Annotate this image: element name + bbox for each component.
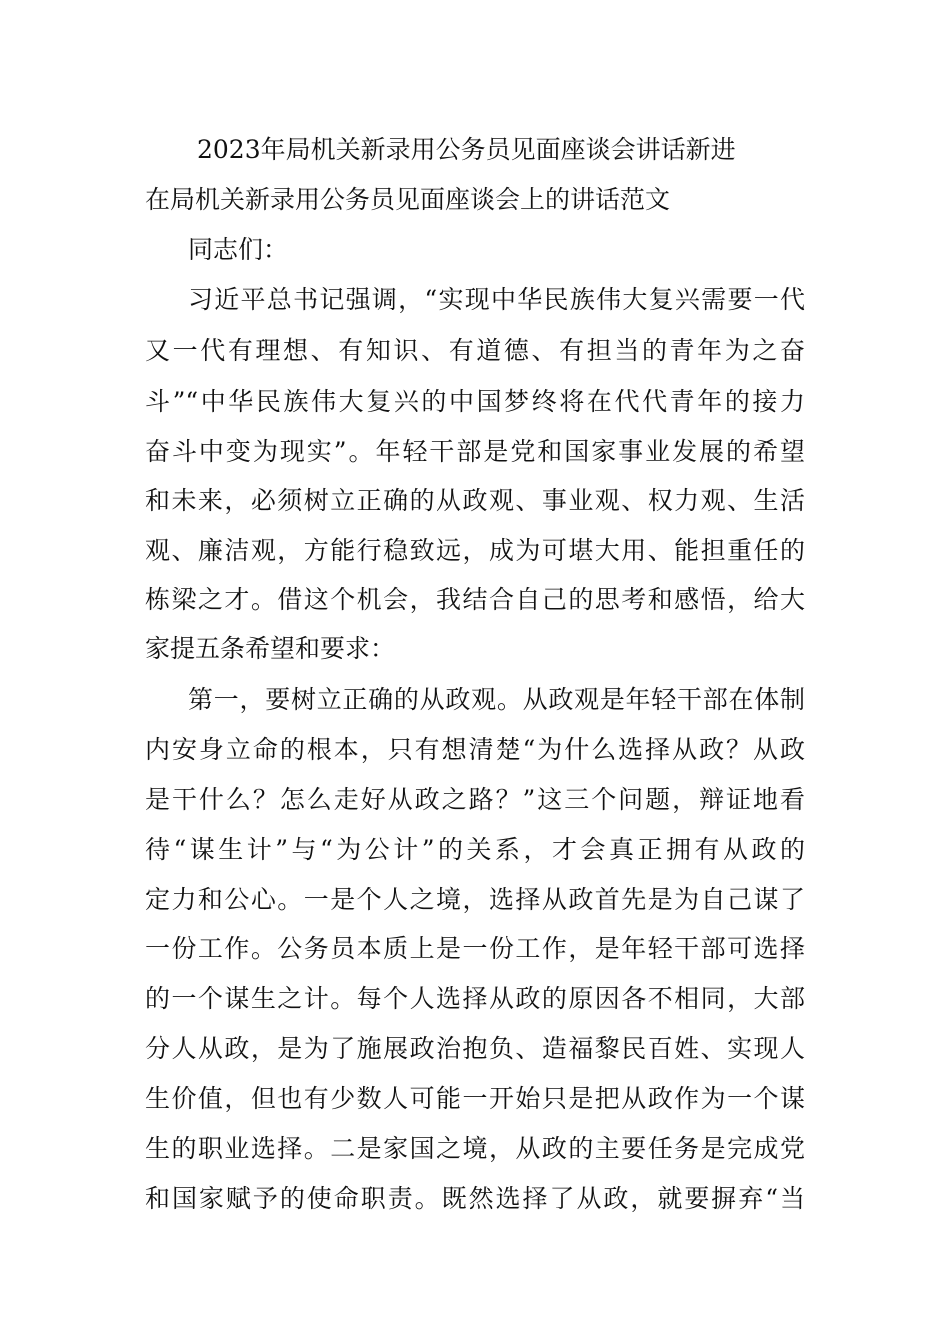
- document-subtitle: 在局机关新录用公务员见面座谈会上的讲话范文: [145, 185, 671, 214]
- paragraph-line: 习近平总书记强调，“实现中华民族伟大复兴需要一代: [188, 285, 805, 314]
- paragraph-line: 第一，要树立正确的从政观。从政观是年轻干部在体制: [188, 685, 805, 714]
- paragraph-line: 生价值，但也有少数人可能一开始只是把从政作为一个谋: [145, 1084, 805, 1113]
- paragraph-line: 又一代有理想、有知识、有道德、有担当的青年为之奋: [145, 336, 805, 365]
- paragraph-line: 斗”“中华民族伟大复兴的中国梦终将在代代青年的接力: [145, 387, 805, 416]
- paragraph-line: 和未来，必须树立正确的从政观、事业观、权力观、生活: [145, 486, 805, 515]
- paragraph-line: 内安身立命的根本，只有想清楚“为什么选择从政？从政: [145, 735, 805, 764]
- paragraph-line: 和国家赋予的使命职责。既然选择了从政，就要摒弃“当: [145, 1184, 805, 1213]
- paragraph-line: 待“谋生计”与“为公计”的关系，才会真正拥有从政的: [145, 835, 805, 864]
- paragraph-line: 分人从政，是为了施展政治抱负、造福黎民百姓、实现人: [145, 1034, 805, 1063]
- paragraph-line: 生的职业选择。二是家国之境，从政的主要任务是完成党: [145, 1134, 805, 1163]
- paragraph-line: 家提五条希望和要求：: [145, 634, 396, 663]
- paragraph-line: 观、廉洁观，方能行稳致远，成为可堪大用、能担重任的: [145, 536, 805, 565]
- paragraph-line: 一份工作。公务员本质上是一份工作，是年轻干部可选择: [145, 934, 805, 963]
- paragraph-line: 的一个谋生之计。每个人选择从政的原因各不相同，大部: [145, 984, 805, 1013]
- salutation: 同志们：: [188, 235, 289, 264]
- paragraph-line: 奋斗中变为现实”。年轻干部是党和国家事业发展的希望: [145, 437, 805, 466]
- document-title: 2023年局机关新录用公务员见面座谈会讲话新进: [197, 135, 736, 164]
- paragraph-line: 定力和公心。一是个人之境，选择从政首先是为自己谋了: [145, 885, 805, 914]
- paragraph-line: 栋梁之才。借这个机会，我结合自己的思考和感悟，给大: [145, 585, 805, 614]
- paragraph-line: 是干什么？怎么走好从政之路？”这三个问题，辩证地看: [145, 785, 805, 814]
